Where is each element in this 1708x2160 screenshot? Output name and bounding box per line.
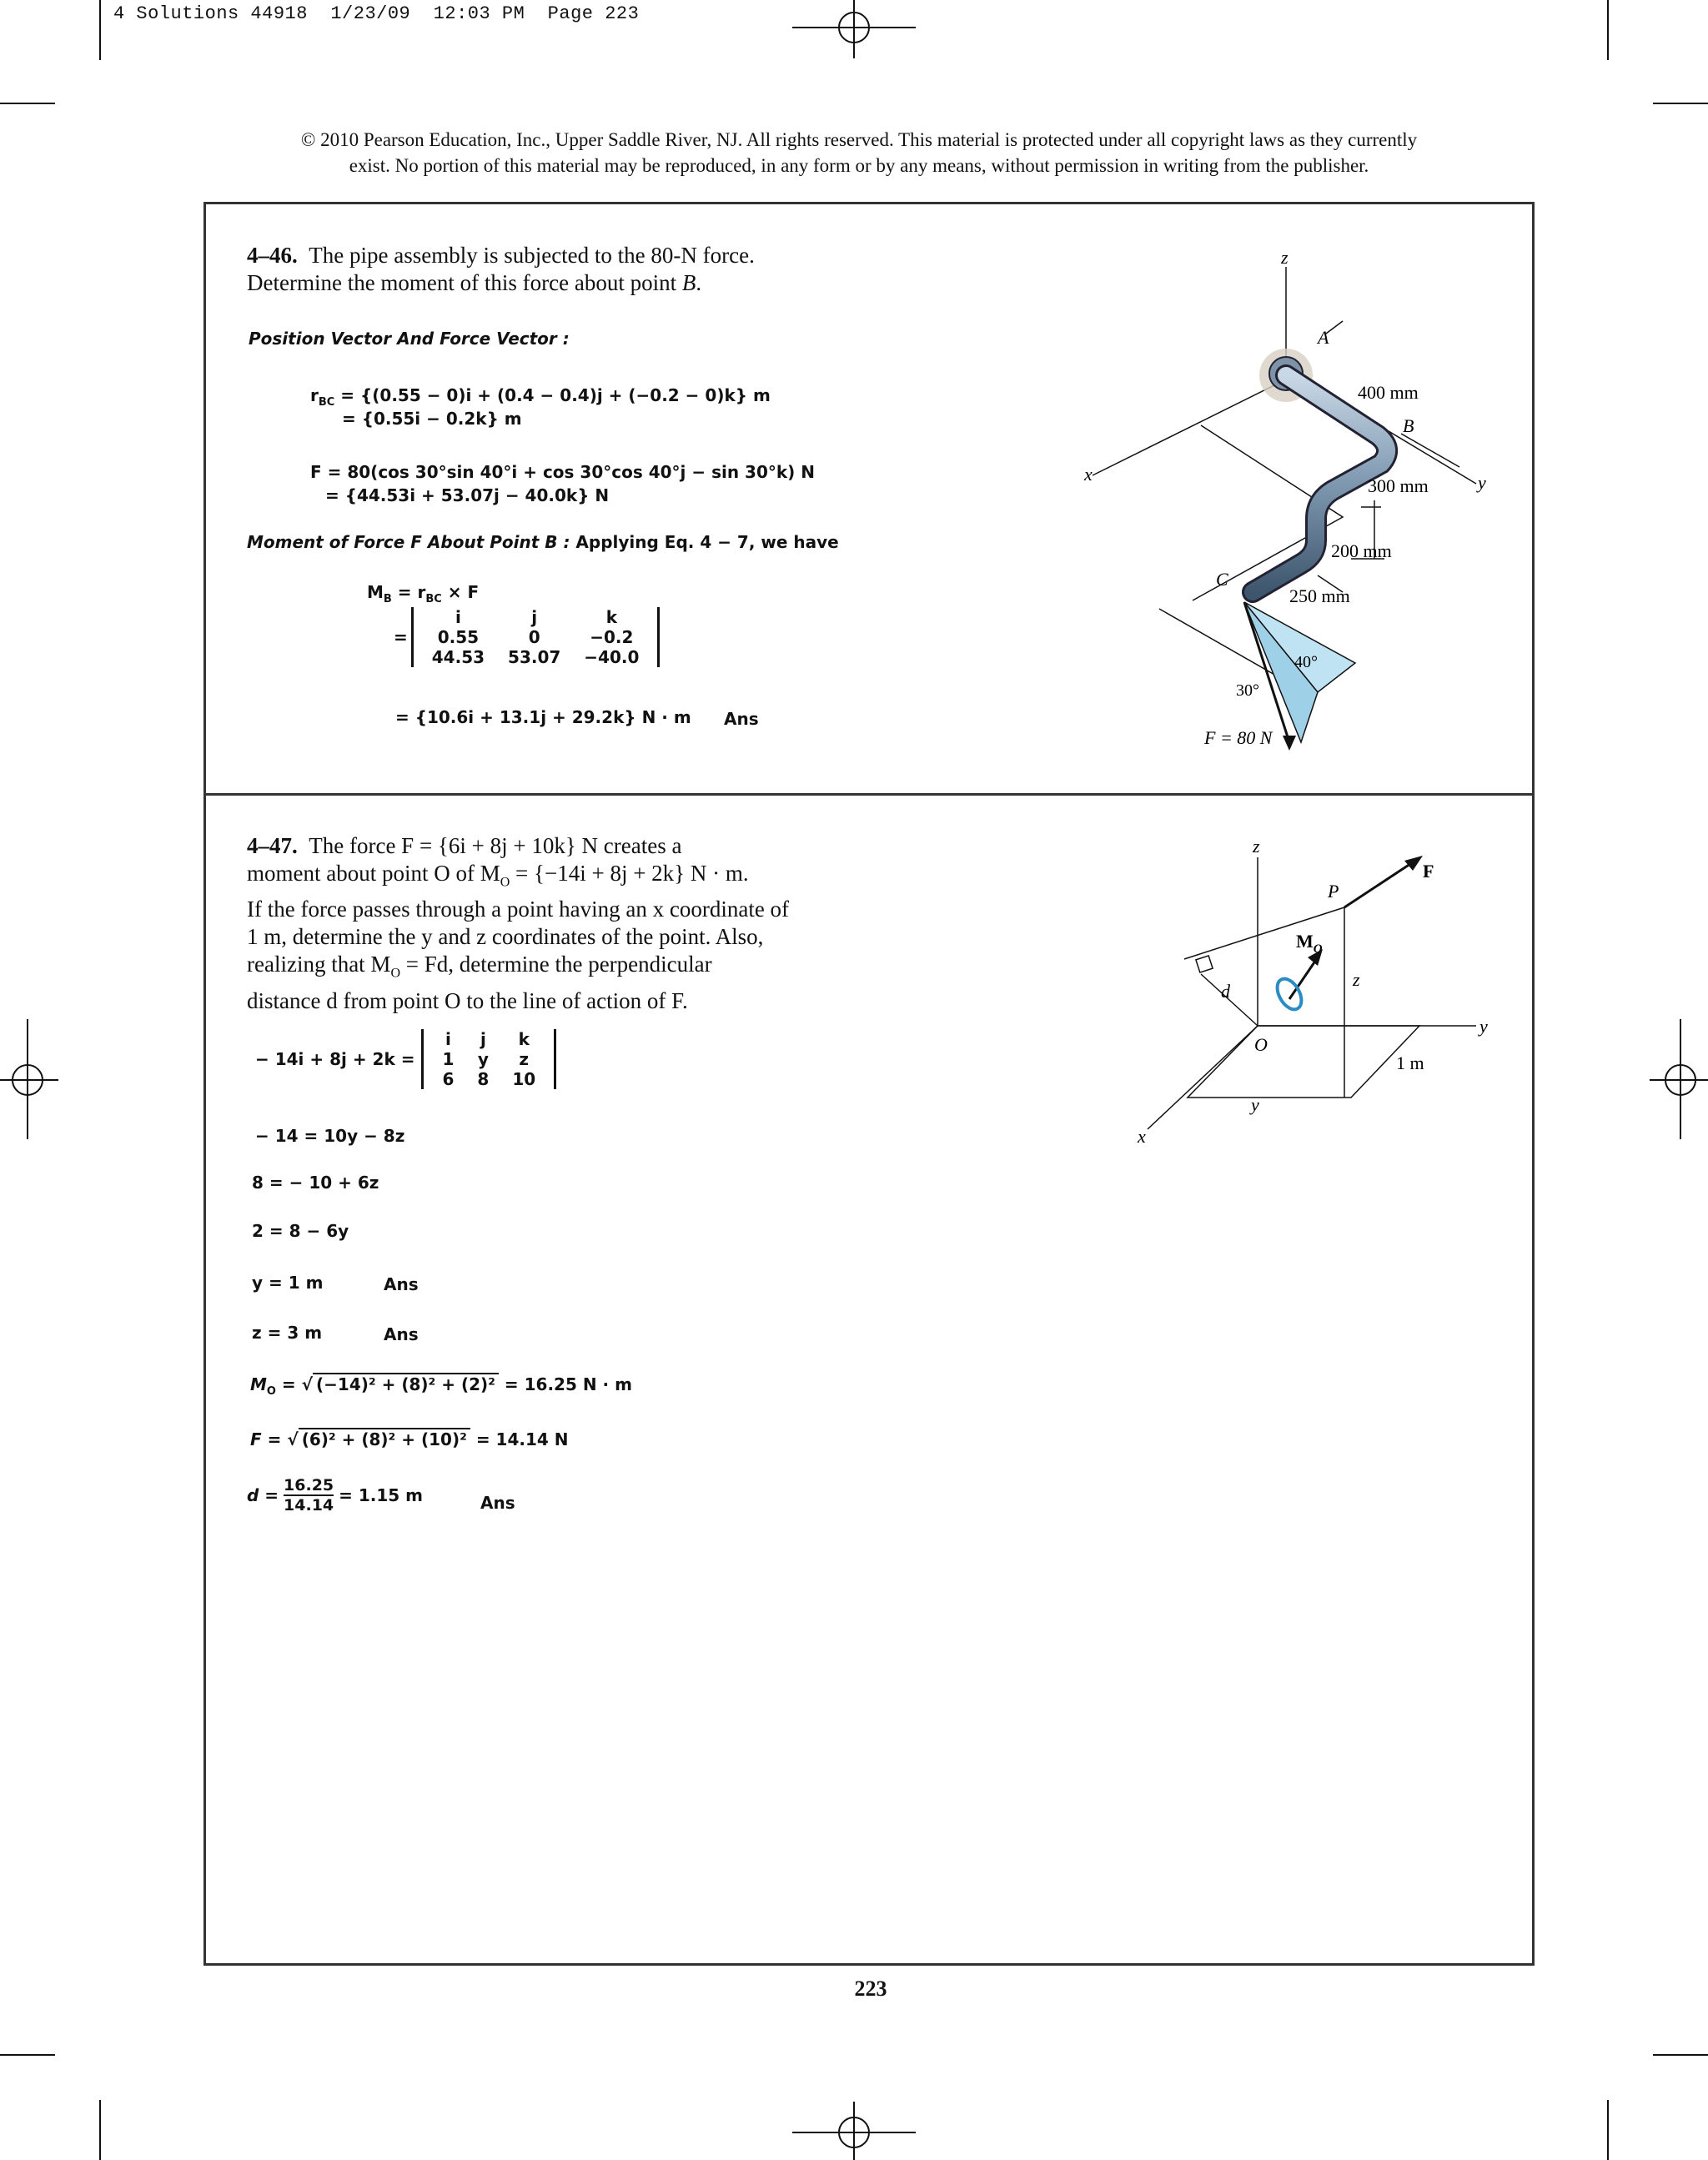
fig46-angle-40: 40° [1294,653,1318,671]
determinant-46: = i j k 0.55 0 −0.2 44.53 53.07 −40.0 [394,607,660,667]
fig46-label-z: z [1281,247,1289,268]
copyright-line-2: exist. No portion of this material may be reproduced, in any form or by any means, without permission in writing from the publisher. [349,155,1369,176]
y-result: y = 1 m [252,1273,324,1293]
fig46-dim-250: 250 mm [1289,585,1350,606]
force-moment-figure [1118,832,1510,1158]
fig46-dim-400: 400 mm [1358,382,1419,403]
fig47-label-z: z [1253,836,1260,856]
fig47-label-mo: $M_O$ [1296,931,1323,956]
moment-result: = {10.6i + 13.1j + 29.2k} N · m [395,707,691,727]
answer-label-d: Ans [480,1493,515,1513]
fig47-label-y: y [1479,1016,1488,1037]
fig47-label-p: P [1328,881,1339,902]
z-result: z = 3 m [252,1323,323,1343]
fig46-force-label: F = 80 N [1204,727,1273,748]
answer-label-y: Ans [384,1274,419,1294]
page-number: 223 [854,1977,887,2001]
moment-heading: Moment of Force F About Point B : Applying Eq. 4 − 7, we have [247,532,839,552]
f-vector-line-1: F = 80(cos 30°sin 40°i + cos 30°cos 40°j − sin 30°k) N [310,462,816,482]
fig47-label-z2: z [1353,969,1360,990]
fig47-label-1m: 1 m [1396,1052,1424,1073]
mo-magnitude: $M_O$ = √ (−14)² + (8)² + (2)² = 16.25 N · m [250,1374,632,1398]
r-vector-line-1: $r_{BC} = \{(0.55 - 0)i + (0.4 - 0.4)j + (-0.2 - 0)k\}$ m [310,385,771,409]
determinant-47: − 14i + 8j + 2k = i j k 1 y z 6 8 10 [255,1029,556,1089]
x-axis [1093,384,1278,475]
f-magnitude: F = √ (6)² + (8)² + (10)² = 14.14 N [250,1429,569,1449]
fig46-label-a: A [1318,327,1329,348]
fig46-label-b: B [1403,415,1414,436]
fig46-label-y: y [1478,472,1486,493]
d-calculation: d = $\frac{16.25}{14.14}$ = 1.15 m [247,1476,424,1515]
fig46-label-c: C [1216,569,1228,590]
copyright-notice [167,127,1551,178]
r-vector-line-2: = {0.55i − 0.2k} m [342,409,522,429]
equation-2: 8 = − 10 + 6z [252,1173,379,1193]
fig47-label-y2: y [1251,1094,1259,1115]
copyright-line-1: © 2010 Pearson Education, Inc., Upper Saddle River, NJ. All rights reserved. This material is protected under all copyright laws as they currently [300,129,1418,150]
position-vector-heading: Position Vector And Force Vector : [249,329,570,349]
equation-3: 2 = 8 − 6y [252,1221,349,1241]
x-axis [1148,1026,1258,1129]
f-vector-line-2: = {44.53i + 53.07j − 40.0k} N [325,485,610,505]
problem-46-number: 4–46. [247,243,298,268]
equation-1: − 14 = 10y − 8z [255,1126,405,1146]
fig47-label-o: O [1254,1034,1268,1055]
answer-label-z: Ans [384,1324,419,1344]
fig46-dim-300: 300 mm [1368,475,1429,496]
fig47-label-f: F [1423,861,1434,882]
problem-47-statement: 4–47. The force F = {6i + 8j + 10k} N creates a moment about point O of $M_O = \{-14i + 8j + 2k\} N \cdot m$. If the force passes through a point having an x coordinate of 1 m, determine the y and z coordinates of the point. Also, realizing that $M_O = Fd$, determine the perpendicular distance d from point O to the line of action of F. [247,833,790,1013]
fig46-label-x: x [1084,464,1093,485]
fig47-label-d: d [1221,981,1230,1002]
fig46-dim-200: 200 mm [1331,540,1392,561]
fig47-label-x: x [1138,1126,1146,1147]
problem-46-statement: 4–46. The pipe assembly is subjected to the 80-N force. Determine the moment of this force about point B. [247,243,755,295]
moment-definition: $M_B = r_{BC} \times F$ [367,582,480,605]
fig46-angle-30: 30° [1236,681,1259,700]
pipe-assembly-figure [1068,242,1501,767]
answer-label-46: Ans [724,709,759,729]
print-slug: 4 Solutions 44918 1/23/09 12:03 PM Page 223 [113,3,640,24]
problem-47-number: 4–47. [247,833,298,858]
